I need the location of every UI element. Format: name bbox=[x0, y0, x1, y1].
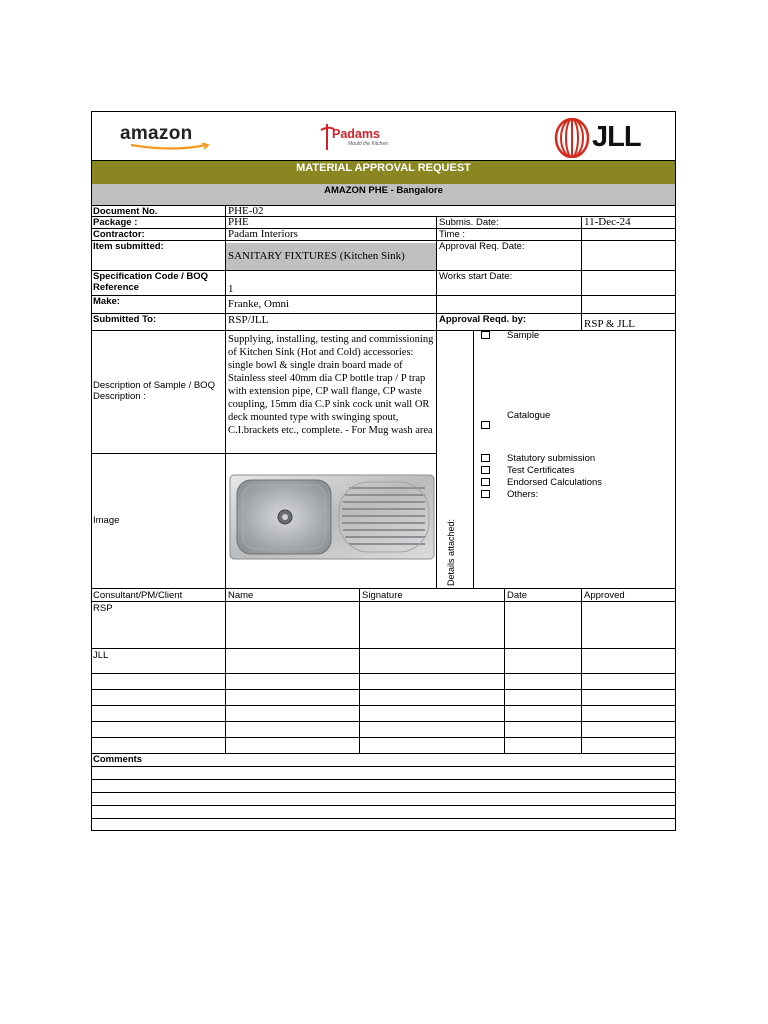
row-rsp-label: RSP bbox=[93, 603, 113, 614]
test-certificates-label: Test Certificates bbox=[507, 465, 575, 476]
contractor-value[interactable]: Padam Interiors bbox=[228, 228, 298, 240]
comments-label: Comments bbox=[93, 754, 143, 765]
document-no-label: Document No. bbox=[93, 206, 158, 217]
description-text: Supplying, installing, testing and commissioning of Kitchen Sink (Hot and Cold) accessories: single bowl & single drain board made of Stainless steel 40mm dia CP bottle trap / P trap with extension pipe, CP wall flange, CP waste coupling, 15mm dia C.P sink cock unit wall OR deck mounted type with swinging spout, C.I.brackets etc., complete. - For Mug wash area bbox=[228, 334, 434, 436]
row-jll-label: JLL bbox=[93, 650, 109, 661]
contractor-label: Contractor: bbox=[93, 229, 145, 240]
document-no-value[interactable]: PHE-02 bbox=[228, 205, 264, 217]
description-label-line2: Description : bbox=[93, 391, 146, 402]
col-header-name: Name bbox=[228, 590, 254, 601]
col-header-date: Date bbox=[507, 590, 528, 601]
jll-logo: JLL bbox=[554, 118, 654, 158]
make-value[interactable]: Franke, Omni bbox=[228, 298, 290, 310]
approval-reqd-by-value[interactable]: RSP & JLL bbox=[584, 318, 635, 330]
submitted-to-label: Submitted To: bbox=[93, 314, 157, 325]
approval-req-date-label: Approval Req. Date: bbox=[439, 241, 525, 252]
spec-value[interactable]: 1 bbox=[228, 283, 234, 295]
form-subtitle: AMAZON PHE - Bangalore bbox=[324, 185, 443, 196]
statutory-submission-label: Statutory submission bbox=[507, 453, 596, 464]
statutory-submission-checkbox[interactable] bbox=[481, 454, 490, 462]
time-label: Time : bbox=[439, 229, 466, 240]
amazon-logo: amazon bbox=[120, 124, 220, 154]
package-label: Package : bbox=[93, 217, 138, 228]
item-submitted-label: Item submitted: bbox=[93, 241, 164, 252]
details-attached-label: Details attached: bbox=[446, 518, 456, 586]
spec-label-line2: Reference bbox=[93, 282, 139, 293]
spec-label-line1: Specification Code / BOQ bbox=[93, 271, 209, 282]
submitted-to-value[interactable]: RSP/JLL bbox=[228, 314, 269, 326]
endorsed-calculations-label: Endorsed Calculations bbox=[507, 477, 603, 488]
approval-reqd-by-label: Approval Reqd. by: bbox=[439, 314, 527, 325]
form-title: MATERIAL APPROVAL REQUEST bbox=[296, 162, 471, 174]
others-checkbox[interactable] bbox=[481, 490, 490, 498]
col-header-signature: Signature bbox=[362, 590, 403, 601]
catalogue-checkbox[interactable] bbox=[481, 421, 490, 429]
item-submitted-value[interactable]: SANITARY FIXTURES (Kitchen Sink) bbox=[228, 250, 405, 262]
endorsed-calculations-checkbox[interactable] bbox=[481, 478, 490, 486]
sample-checkbox[interactable] bbox=[481, 331, 490, 339]
description-label-line1: Description of Sample / BOQ bbox=[93, 380, 215, 391]
works-start-label: Works start Date: bbox=[439, 271, 513, 282]
col-header-consultant: Consultant/PM/Client bbox=[93, 590, 183, 601]
padams-logo: Padams Mould the Kitchen bbox=[318, 120, 408, 156]
sample-label: Sample bbox=[507, 330, 540, 341]
test-certificates-checkbox[interactable] bbox=[481, 466, 490, 474]
catalogue-label: Catalogue bbox=[507, 410, 551, 421]
amazon-smile-icon bbox=[128, 143, 218, 151]
jll-emblem-icon bbox=[554, 118, 590, 158]
kitchen-sink-image bbox=[229, 474, 435, 560]
submis-date-value[interactable]: 11-Dec-24 bbox=[584, 216, 631, 228]
others-label: Others: bbox=[507, 489, 539, 500]
image-label: Image bbox=[93, 515, 120, 526]
package-value[interactable]: PHE bbox=[228, 216, 249, 228]
col-header-approved: Approved bbox=[584, 590, 625, 601]
submis-date-label: Submis. Date: bbox=[439, 217, 499, 228]
make-label: Make: bbox=[93, 296, 120, 307]
